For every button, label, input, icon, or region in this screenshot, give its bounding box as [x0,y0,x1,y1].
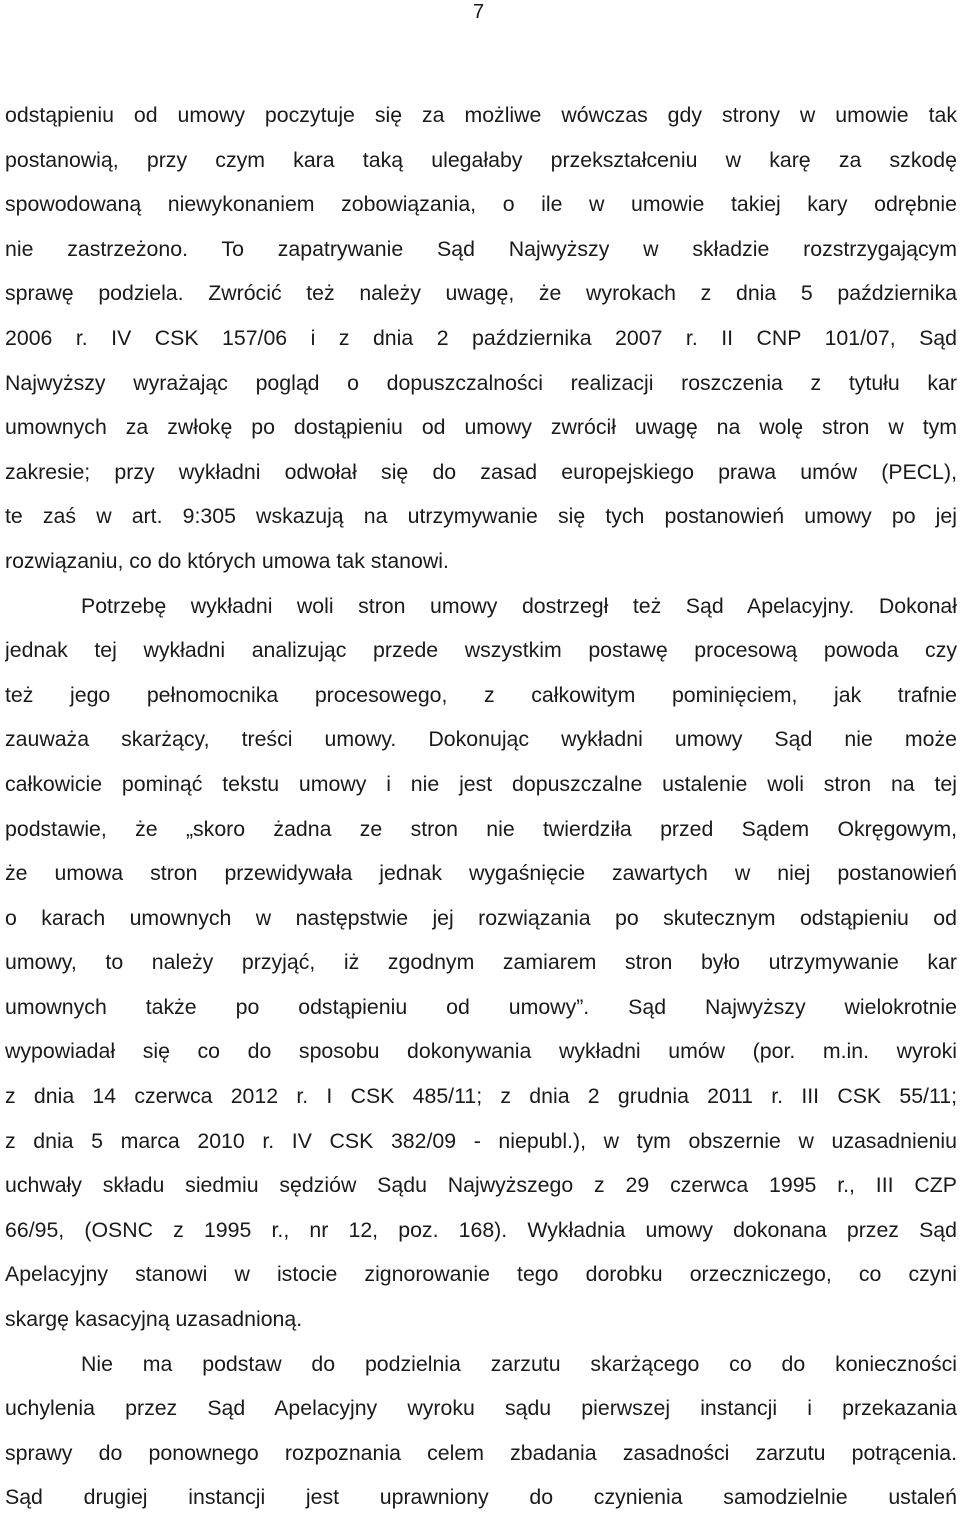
text-line: Potrzebę wykładni woli stron umowy dostrzegł też Sąd Apelacyjny. Dokonał [81,593,957,618]
text-line: Apelacyjny stanowi w istocie zignorowanie tego dorobku orzeczniczego, co czyni [5,1262,957,1287]
text-line: o karach umownych w następstwie jej rozwiązania po skutecznym odstąpieniu od [5,905,957,930]
text-line: sprawę podziela. Zwrócić też należy uwagę, że wyrokach z dnia 5 października [5,281,957,306]
text-line: uchylenia przez Sąd Apelacyjny wyroku sądu pierwszej instancji i przekazania [5,1396,957,1421]
text-line: zauważa skarżący, treści umowy. Dokonując wykładni umowy Sąd nie może [5,727,957,752]
text-line: postanowią, przy czym kara taką ulegałaby przekształceniu w karę za szkodę [5,147,957,172]
text-line: zakresie; przy wykładni odwołał się do zasad europejskiego prawa umów (PECL), [5,459,957,484]
text-line: sprawy do ponownego rozpoznania celem zbadania zasadności zarzutu potrącenia. [5,1440,957,1465]
text-line: Najwyższy wyrażając pogląd o dopuszczalności realizacji roszczenia z tytułu kar [5,370,957,395]
text-line: rozwiązaniu, co do których umowa tak stanowi. [5,548,449,573]
text-line: Nie ma podstaw do podzielnia zarzutu skarżącego co do konieczności [81,1351,957,1376]
text-line: podstawie, że „skoro żadna ze stron nie twierdziła przed Sądem Okręgowym, [5,816,957,841]
text-line: 66/95, (OSNC z 1995 r., nr 12, poz. 168). Wykładnia umowy dokonana przez Sąd [5,1217,957,1242]
text-line: 2006 r. IV CSK 157/06 i z dnia 2 października 2007 r. II CNP 101/07, Sąd [5,325,957,350]
text-line: uchwały składu siedmiu sędziów Sądu Najwyższego z 29 czerwca 1995 r., III CZP [5,1173,957,1198]
paragraph-3 [5,1342,957,1520]
text-line: Sąd drugiej instancji jest uprawniony do czynienia samodzielnie ustaleń [5,1485,957,1510]
page-number-text: 7 [473,1,485,23]
text-line: całkowicie pominąć tekstu umowy i nie jest dopuszczalne ustalenie woli stron na tej [5,771,957,796]
document-body [5,93,957,1520]
text-line: umowy, to należy przyjąć, iż zgodnym zamiarem stron było utrzymywanie kar [5,950,957,975]
paragraph-2 [5,584,957,1342]
text-line: wypowiadał się co do sposobu dokonywania wykładni umów (por. m.in. wyroki [5,1039,957,1064]
text-line: umownych także po odstąpieniu od umowy”. Sąd Najwyższy wielokrotnie [5,994,957,1019]
text-line: jednak tej wykładni analizując przede wszystkim postawę procesową powoda czy [5,638,957,663]
text-line: z dnia 14 czerwca 2012 r. I CSK 485/11; z dnia 2 grudnia 2011 r. III CSK 55/11; [5,1084,957,1109]
text-line: odstąpieniu od umowy poczytuje się za możliwe wówczas gdy strony w umowie tak [5,103,957,127]
text-line: umownych za zwłokę po dostąpieniu od umowy zwrócił uwagę na wolę stron w tym [5,415,957,440]
text-line: z dnia 5 marca 2010 r. IV CSK 382/09 - niepubl.), w tym obszernie w uzasadnieniu [5,1128,957,1153]
text-line: spowodowaną niewykonaniem zobowiązania, o ile w umowie takiej kary odrębnie [5,192,957,217]
text-line: skargę kasacyjną uzasadnioną. [5,1307,303,1332]
text-line: te zaś w art. 9:305 wskazują na utrzymywanie się tych postanowień umowy po jej [5,504,957,529]
paragraph-1 [5,93,957,584]
text-line: nie zastrzeżono. To zapatrywanie Sąd Najwyższy w składzie rozstrzygającym [5,236,957,261]
text-line: też jego pełnomocnika procesowego, z całkowitym pominięciem, jak trafnie [5,682,957,707]
text-line: że umowa stron przewidywała jednak wygaśnięcie zawartych w niej postanowień [5,861,957,886]
